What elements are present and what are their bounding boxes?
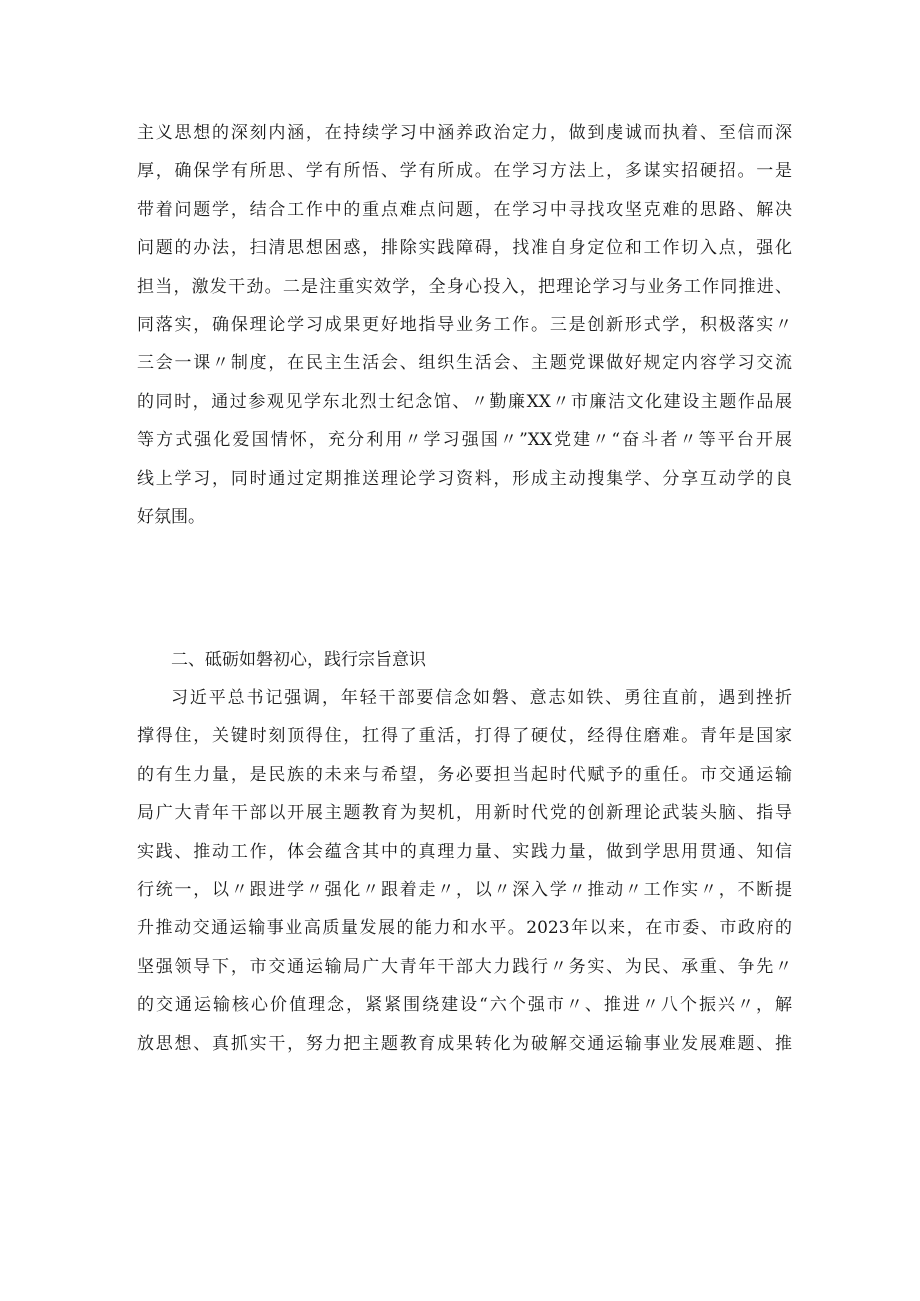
paragraph-line: 问题的办法，扫清思想困惑，排除实践障碍，找准自身定位和工作切入点，强化 — [137, 238, 792, 259]
paragraph-line: 三会一课〃制度，在民主生活会、组织生活会、主题党课做好规定内容学习交流 — [137, 353, 792, 374]
paragraph-line: 的同时，通过参观见学东北烈士纪念馆、〃勤廉XX〃市廉洁文化建设主题作品展 — [137, 391, 792, 412]
paragraph-line: 担当，激发干劲。二是注重实效学，全身心投入，把理论学习与业务工作同推进、 — [137, 276, 792, 297]
paragraph-line: 的有生力量，是民族的未来与希望，务必要担当起时代赋予的重任。市交通运输 — [137, 764, 792, 785]
paragraph-line: 主义思想的深刻内涵，在持续学习中涵养政治定力，做到虔诚而执着、至信而深 — [137, 123, 792, 143]
paragraph-line: 带着问题学，结合工作中的重点难点问题，在学习中寻找攻坚克难的思路、解决 — [137, 199, 792, 220]
paragraph-learning-methods — [137, 114, 792, 536]
paragraph-line: 行统一，以〃跟进学〃强化〃跟着走〃，以〃深入学〃推动〃工作实〃，不断提 — [137, 879, 792, 900]
paragraph-line: 同落实，确保理论学习成果更好地指导业务工作。三是创新形式学，积极落实〃 — [137, 314, 792, 335]
section-heading-text: 二、砥砺如磐初心，践行宗旨意识 — [171, 650, 426, 670]
paragraph-line: 撑得住，关键时刻顶得住，扛得了重活，打得了硬仗，经得住磨难。青年是国家 — [137, 726, 792, 747]
paragraph-line: 坚强领导下，市交通运输局广大青年干部大力践行〃务实、为民、承重、争先〃 — [137, 956, 792, 977]
paragraph-line: 实践、推动工作，体会蕴含其中的真理力量、实践力量，做到学思用贯通、知信 — [137, 841, 792, 862]
section-heading — [137, 641, 792, 679]
paragraph-line: 的交通运输核心价值理念，紧紧围绕建设“六个强市〃、推进〃八个振兴〃，解 — [137, 995, 792, 1016]
paragraph-line: 好氛围。 — [137, 506, 205, 527]
paragraph-line: 线上学习，同时通过定期推送理论学习资料，形成主动搜集学、分享互动学的良 — [137, 468, 792, 489]
paragraph-line: 升推动交通运输事业高质量发展的能力和水平。2023年以来，在市委、市政府的 — [137, 918, 792, 939]
paragraph-line: 习近平总书记强调，年轻干部要信念如磐、意志如铁、勇往直前，遇到挫折 — [171, 688, 792, 708]
paragraph-line: 局广大青年干部以开展主题教育为契机，用新时代党的创新理论武装头脑、指导 — [137, 803, 792, 824]
paragraph-line: 等方式强化爱国情怀，充分利用〃学习强国〃”XX党建〃“奋斗者〃等平台开展 — [137, 430, 792, 451]
paragraph-mission — [137, 679, 792, 1063]
paragraph-line: 放思想、真抓实干，努力把主题教育成果转化为破解交通运输事业发展难题、推 — [137, 1033, 792, 1054]
paragraph-line: 厚，确保学有所思、学有所悟、学有所成。在学习方法上，多谋实招硬招。一是 — [137, 161, 792, 182]
